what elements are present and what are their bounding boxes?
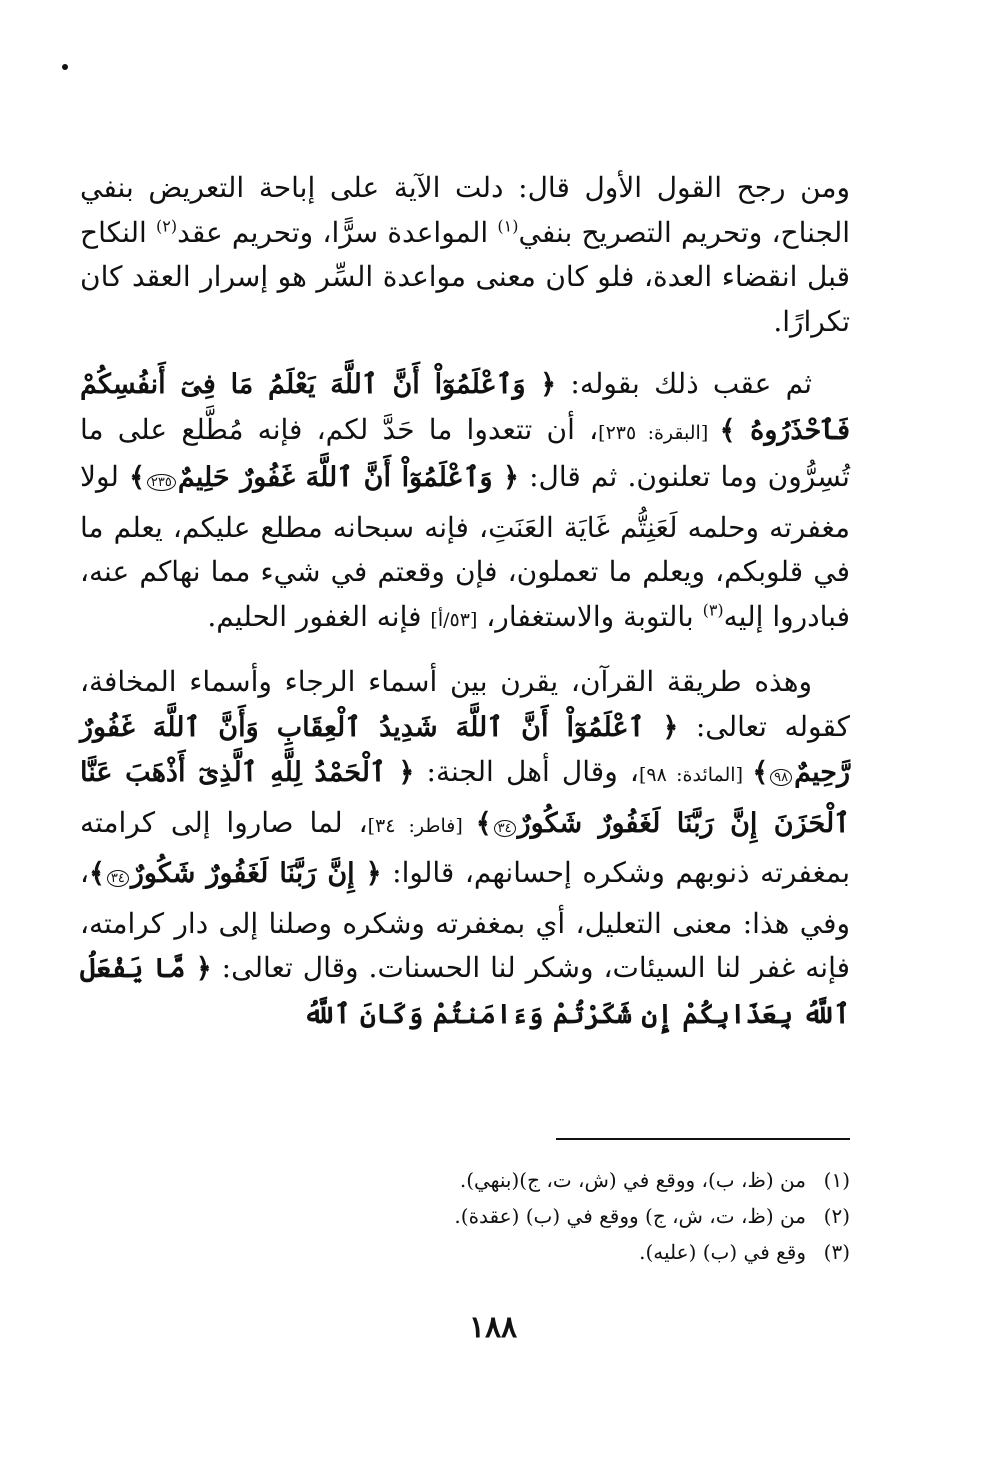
quran-verse: ﴿ إِنَّ رَبَّنَا لَغَفُورٌ شَكُورٌ	[130, 858, 382, 889]
quran-verse: ﴾	[475, 807, 492, 839]
verse-reference: [فاطر: ٣٤]	[367, 814, 476, 837]
footnote-marker: (١)	[497, 216, 519, 236]
text-run: ، وقال أهل الجنة:	[414, 755, 639, 788]
footnote-3	[200, 1234, 850, 1270]
footnote-separator	[556, 1138, 850, 1140]
footnote-marker: (٢)	[156, 216, 178, 236]
footnote-number: (٣)	[823, 1240, 850, 1264]
quran-verse: ﴾	[129, 462, 145, 493]
paragraph-1	[80, 166, 850, 344]
quran-verse: ﴿ ٱلْحَمْدُ لِلَّهِ ٱلَّذِىٓ أَذْهَبَ عَنَّا ٱلْحَزَنَ إِنَّ رَبَّنَا لَغَفُورٌ شَكُورٌ	[80, 757, 850, 839]
text-run: بالتوبة والاستغفار،	[477, 599, 703, 633]
ayah-number: ٢٣٥	[147, 474, 176, 491]
ayah-number: ٩٨	[770, 769, 792, 786]
main-text	[80, 166, 850, 1055]
text-run: لولا مغفرته وحلمه لَعَنِتُّم غَايَة العَنَتِ، فإنه سبحانه مطلع عليكم، يعلم ما في قلوبكم، ويعلم ما تعملون، فإن وقعتم في شيء مما نهاكم عنه، فبادروا إليه	[80, 460, 850, 633]
quran-verse: ﴿ ٱعْلَمُوٓاْ أَنَّ ٱللَّهَ شَدِيدُ ٱلْعِقَابِ وَأَنَّ ٱللَّهَ غَفُورٌ رَّحِيمٌ	[80, 711, 850, 788]
verse-reference: [المائدة: ٩٨]	[638, 764, 753, 786]
text-run: وهذه طريقة القرآن، يقرن بين أسماء الرجاء وأسماء المخافة، كقوله تعالى:	[80, 665, 850, 743]
text-run: النكاح قبل انقضاء العدة، فلو كان معنى مواعدة السِّر هو إسرار العقد كان تكرارًا.	[80, 215, 850, 338]
quran-verse: ﴾	[89, 858, 105, 889]
ayah-number: ٣٤	[107, 870, 129, 887]
footnote-text: من (ظ، ت، ش، ج) ووقع في (ب) (عقدة).	[454, 1204, 806, 1228]
text-run: ثم عقب ذلك بقوله:	[556, 367, 812, 400]
quran-verse: ﴿ مَّا يَفْعَلُ ٱللَّهُ بِعَذَابِكُمْ إِن شَكَرْتُمْ وَءَامَنتُمْ وَكَانَ ٱللَّهُ	[80, 953, 850, 1030]
footnote-1	[200, 1162, 850, 1198]
footnote-text: وقع في (ب) (عليه).	[639, 1240, 806, 1264]
ink-dot	[62, 64, 68, 70]
text-run: ، أن تتعدوا ما حَدَّ لكم، فإنه مُطَّلع على ما تُسِرُّون وما تعلنون. ثم قال:	[80, 412, 850, 493]
page-number: ١٨٨	[468, 1310, 518, 1345]
footnote-number: (٢)	[823, 1204, 850, 1228]
paragraph-2	[80, 362, 850, 642]
ayah-number: ٣٤	[494, 820, 516, 837]
verse-reference: [٥٣/أ]	[430, 608, 478, 631]
text-run: ومن رجح القول الأول قال: دلت الآية على إباحة التعريض بنفي الجناح، وتحريم التصريح بنفي	[80, 171, 850, 249]
quran-verse: ﴾	[752, 757, 769, 788]
text-run: فإنه الغفور الحليم.	[207, 599, 431, 633]
footnote-2	[200, 1198, 850, 1234]
footnotes	[200, 1162, 850, 1270]
text-run: ، لما صاروا إلى كرامته بمغفرته ذنوبهم وشكره إحسانهم، قالوا:	[80, 805, 850, 889]
footnote-number: (١)	[823, 1168, 850, 1192]
text-run: ، وفي هذا: معنى التعليل، أي بمغفرته وشكره وصلنا إلى دار كرامته، فإنه غفر لنا السيئات، وشكر لنا الحسنات. وقال تعالى:	[80, 856, 851, 984]
text-run: المواعدة سرًّا، وتحريم عقد	[177, 215, 498, 249]
verse-reference: [البقرة: ٢٣٥]	[598, 421, 720, 444]
paragraph-3	[80, 660, 850, 1037]
quran-verse: ﴿ وَٱعْلَمُوٓاْ أَنَّ ٱللَّهَ يَعْلَمُ مَا فِىٓ أَنفُسِكُمْ فَٱحْذَرُوهُ ﴾	[80, 369, 850, 446]
footnote-text: من (ظ، ب)، ووقع في (ش، ت، ج)(بنهي).	[459, 1168, 806, 1192]
quran-verse: ﴿ وَٱعْلَمُوٓاْ أَنَّ ٱللَّهَ غَفُورٌ حَلِيمٌ	[177, 462, 519, 493]
footnote-marker: (٣)	[702, 600, 724, 620]
